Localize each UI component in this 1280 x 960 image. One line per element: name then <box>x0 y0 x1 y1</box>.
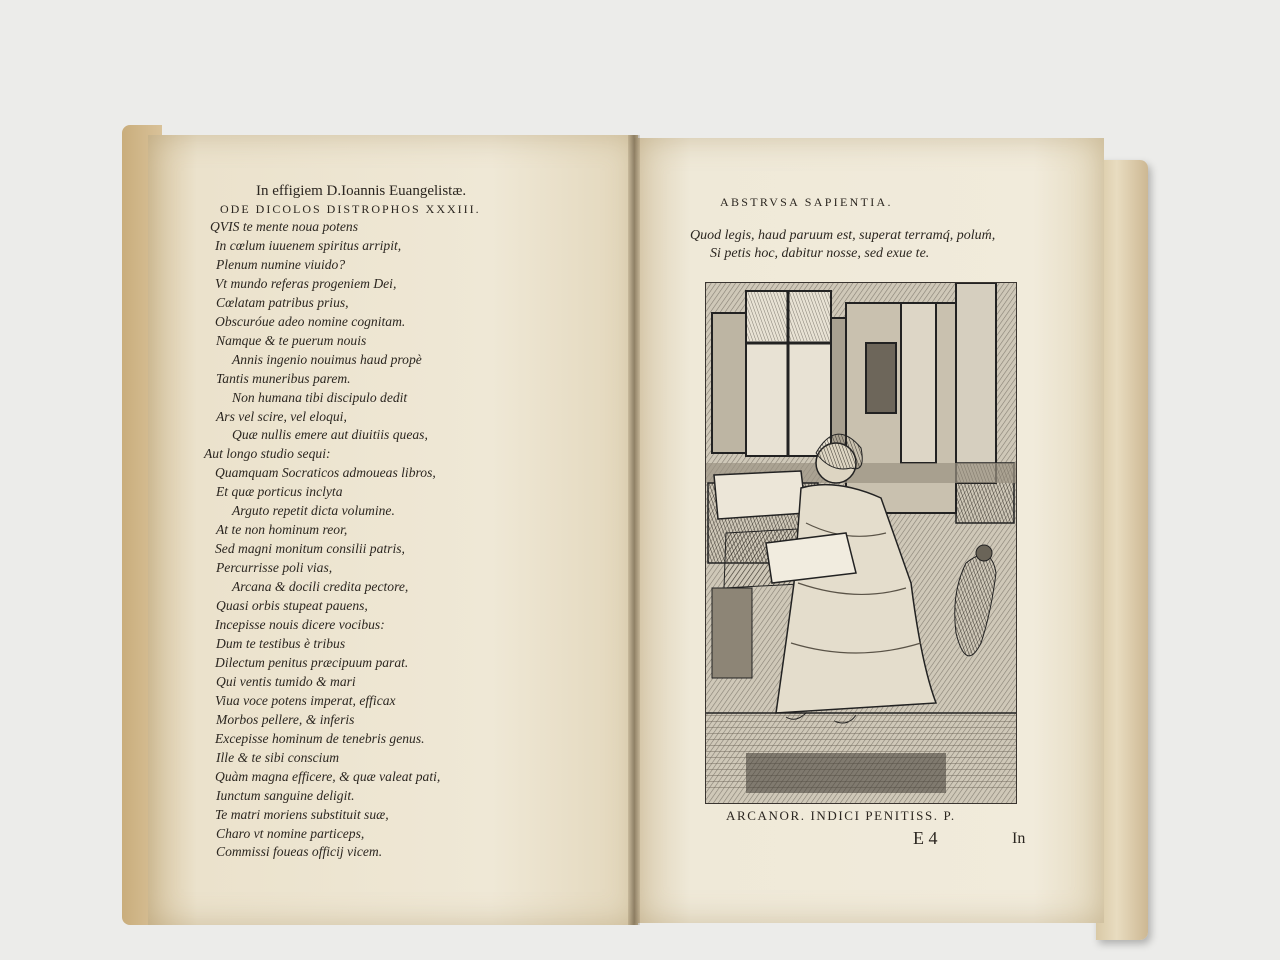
verse-line: Namque & te puerum nouis <box>216 332 367 348</box>
verse-line: Vt mundo referas progeniem Dei, <box>215 275 397 291</box>
verse-line: At te non hominum reor, <box>216 522 348 538</box>
verse-line: Ille & te sibi conscium <box>216 749 340 765</box>
verse-line: Quæ nullis emere aut diuitiis queas, <box>232 427 428 443</box>
verse-line: Morbos pellere, & inferis <box>216 711 355 727</box>
catchword: In <box>1012 830 1026 847</box>
verse-line: Obscuróue adeo nomine cognitam. <box>215 313 406 329</box>
verse-list <box>190 218 610 862</box>
verse-line: Percurrisse poli vias, <box>216 560 333 576</box>
verse-line: Quasi orbis stupeat pauens, <box>216 598 368 614</box>
verse-line: Cœlatam patribus prius, <box>216 294 349 310</box>
verse-line: Sed magni monitum consilii patris, <box>215 541 405 557</box>
verse-line: Tantis muneribus parem. <box>216 370 351 386</box>
emblem-motto <box>690 227 995 263</box>
verse-line: Et quæ porticus inclyta <box>216 484 343 500</box>
signature-mark: E 4 <box>913 828 938 848</box>
book-gutter <box>628 135 640 925</box>
verse-line: Incepisse nouis dicere vocibus: <box>215 617 385 633</box>
verse-line: Arcana & docili credita pectore, <box>232 579 409 595</box>
ode-text <box>190 182 610 862</box>
verse-line: Iunctum sanguine deligit. <box>216 787 355 803</box>
verse-line: Qui ventis tumido & mari <box>216 673 356 689</box>
verse-line: Dum te testibus è tribus <box>216 635 346 651</box>
verse-line: Annis ingenio nouimus haud propè <box>232 351 422 367</box>
verse-line: Te matri moriens substituit suæ, <box>215 806 389 822</box>
engraving-caption: ARCANOR. INDICI PENITISS. P. <box>726 808 956 823</box>
verse-line: Ars vel scire, vel eloqui, <box>216 408 347 424</box>
verse-line: Non humana tibi discipulo dedit <box>232 389 408 405</box>
verse-line: Viua voce potens imperat, efficax <box>215 692 396 708</box>
engraving-st-john-writing <box>705 282 1017 804</box>
verse-line: Aut longo studio sequi: <box>204 446 331 462</box>
verse-line: Dilectum penitus præcipuum parat. <box>215 654 409 670</box>
verse-line: Quàm magna efficere, & quæ valeat pati, <box>215 768 441 784</box>
verse-line: Excepisse hominum de tenebris genus. <box>215 730 425 746</box>
ode-title: In effigiem D.Ioannis Euangelistæ. <box>256 183 467 199</box>
verse-line: Charo vt nomine particeps, <box>216 825 365 841</box>
verse-line: In cœlum iuuenem spiritus arripit, <box>215 237 402 253</box>
ode-subtitle: ODE DICOLOS DISTROPHOS XXXIII. <box>220 202 481 216</box>
verse-line: Commissi foueas officij vicem. <box>216 844 383 860</box>
verse-line: Plenum numine viuido? <box>216 256 346 272</box>
motto-line: Quod legis, haud paruum est, superat terramq́, poluḿ, <box>690 228 996 243</box>
verse-line: Quamquam Socraticos admoueas libros, <box>215 465 436 481</box>
motto-line: Si petis hoc, dabitur nosse, sed exue te. <box>710 246 930 261</box>
verse-line: Arguto repetit dicta volumine. <box>232 503 395 519</box>
emblem-heading: ABSTRVSA SAPIENTIA. <box>720 195 893 209</box>
verse-line: QVIS te mente noua potens <box>210 219 358 234</box>
